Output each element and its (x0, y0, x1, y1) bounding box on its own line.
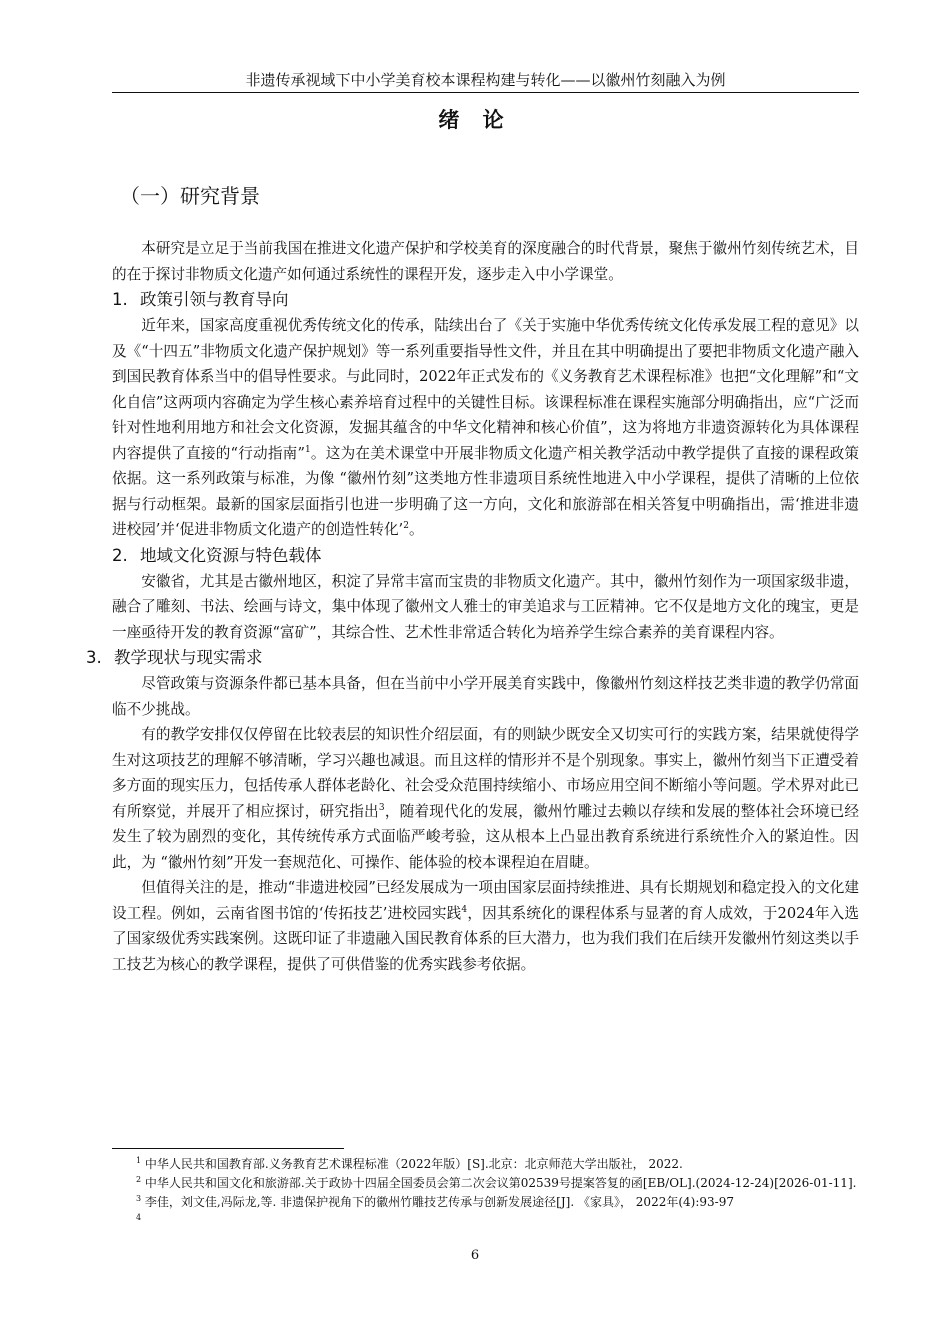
running-header (112, 70, 859, 93)
intro-paragraph: 本研究是立足于当前我国在推进文化遗产保护和学校美育的深度融合的时代背景，聚焦于徽州竹刻传统艺术，目的在于探讨非物质文化遗产如何通过系统性的课程开发，逐步走入中小学课堂。 (112, 240, 859, 283)
paragraph (112, 875, 859, 977)
footnote-mark: 2 (136, 1175, 142, 1184)
footnotes (112, 1155, 859, 1231)
footnote (112, 1193, 859, 1212)
page-number: 6 (470, 1248, 480, 1263)
paragraph (112, 722, 859, 875)
subsection-2-heading (112, 543, 859, 569)
footnote-ref[interactable]: 4 (461, 904, 468, 915)
footnote-mark: 1 (136, 1156, 142, 1165)
subsection-number: 2. (112, 545, 128, 565)
subsection-1-heading (112, 287, 859, 313)
footnote-mark: 3 (136, 1194, 142, 1203)
footnote-text: 中华人民共和国教育部.义务教育艺术课程标准（2022年版）[S].北京：北京师范大学出版社， 2022. (144, 1157, 683, 1171)
footnote-ref[interactable]: 3 (378, 802, 385, 813)
paragraph-text: 近年来，国家高度重视优秀传统文化的传承，陆续出台了《关于实施中华优秀传统文化传承发展工程的意见》以及《“十四五”非物质文化遗产保护规划》等一系列重要指导性文件，并且在其中明确提出了要把非物质文化遗产融入到国民教育体系当中的倡导性要求。与此同时，2022年正式发布的《义务教育艺术课程标准》也把“文化理解”和“文化自信”这两项内容确定为学生核心素养培育过程中的关键性目标。该课程标准在课程实施部分明确指出，应“广泛而针对性地利用地方和社会文化资源，发掘其蕴含的中华文化精神和核心价值”，这为将地方非遗资源转化为具体课程内容提供了直接的“行动指南” (112, 317, 859, 462)
paragraph-text: 但值得关注的是，推动“非遗进校园”已经发展成为一项由国家层面持续推进、具有长期规划和稳定投入的文化建设工程。例如，云南省图书馆的‘传拓技艺’进校园实践 (112, 879, 859, 922)
footnote-ref[interactable]: 2 (403, 521, 409, 532)
footnote-text: 中华人民共和国文化和旅游部.关于政协十四届全国委员会第二次会议第02539号提案答复的函[EB/OL].(2024-12-24)[2026-01-11]. (144, 1176, 857, 1190)
paragraph (112, 313, 859, 543)
subsection-title: 教学现状与现实需求 (114, 648, 263, 667)
subsection-title: 地域文化资源与特色载体 (140, 545, 322, 565)
paragraph-text: 。 (408, 521, 424, 538)
footnote (112, 1212, 859, 1231)
paragraph-text: 。这为在美术课堂中开展非物质文化遗产相关教学活动中教学提供了直接的课程政策依据。这一系列政策与标准，为像 “徽州竹刻”这类地方性非遗项目系统性地进入中小学课程，提供了清晰的上位依据与行动框架。最新的国家层面指引也进一步明确了这一方向，文化和旅游部在相关答复中明确指出，需‘推进非遗进校园’并‘促进非物质文化遗产的创造性转化’ (112, 444, 859, 538)
footnote-text: 李佳，刘文佳,冯际龙,等. 非遗保护视角下的徽州竹雕技艺传承与创新发展途径[J]. 《家具》， 2022年(4):93-97 (144, 1195, 734, 1209)
footnote (112, 1155, 859, 1174)
body-text (86, 236, 859, 977)
subsection-3-heading (86, 645, 859, 671)
subsection-number: 1. (112, 290, 128, 309)
paragraph-text: 有的教学安排仅仅停留在比较表层的知识性介绍层面，有的则缺少既安全又切实可行的实践方案，结果就使得学生对这项技艺的理解不够清晰，学习兴趣也减退。而且这样的情形并不是个别现象。事实上，徽州竹刻当下正遭受着多方面的现实压力，包括传承人群体老龄化、社会受众范围持续缩小、市场应用空间不断缩小等问题。学术界对此已有所察觉，并展开了相应探讨，研究指出 (112, 726, 859, 820)
footnote (112, 1174, 859, 1193)
section-heading: （一）研究背景 (120, 184, 260, 208)
running-title: 非遗传承视域下中小学美育校本课程构建与转化——以徽州竹刻融入为例 (245, 71, 726, 89)
footnote-mark: 4 (136, 1213, 142, 1222)
footnote-ref[interactable]: 1 (304, 444, 311, 455)
footnote-separator (112, 1148, 344, 1149)
paragraph-text: ，因其系统化的课程体系与显著的育人成效，于2024年入选了国家级优秀实践案例。这既印证了非遗融入国民教育体系的巨大潜力，也为我们我们在后续开发徽州竹刻这类以手工技艺为核心的教学课程，提供了可供借鉴的优秀实践参考依据。 (112, 904, 859, 973)
paragraph-text: ，随着现代化的发展，徽州竹雕过去赖以存续和发展的整体社会环境已经发生了较为剧烈的变化，其传统传承方式面临严峻考验，这从根本上凸显出教育系统进行系统性介入的紧迫性。因此，为 “徽州竹刻”开发一套规范化、可操作、能体验的校本课程迫在眉睫。 (112, 802, 859, 871)
paragraph: 安徽省，尤其是古徽州地区，积淀了异常丰富而宝贵的非物质文化遗产。其中，徽州竹刻作为一项国家级非遗，融合了雕刻、书法、绘画与诗文，集中体现了徽州文人雅士的审美追求与工匠精神。它不仅是地方文化的瑰宝，更是一座亟待开发的教育资源“富矿”，其综合性、艺术性非常适合转化为培养学生综合素养的美育课程内容。 (112, 572, 859, 641)
subsection-title: 政策引领与教育导向 (140, 290, 289, 309)
paragraph: 尽管政策与资源条件都已基本具备，但在当前中小学开展美育实践中，像徽州竹刻这样技艺类非遗的教学仍常面临不少挑战。 (112, 675, 859, 718)
subsection-number: 3. (86, 648, 102, 667)
chapter-title: 绪 论 (438, 108, 512, 132)
